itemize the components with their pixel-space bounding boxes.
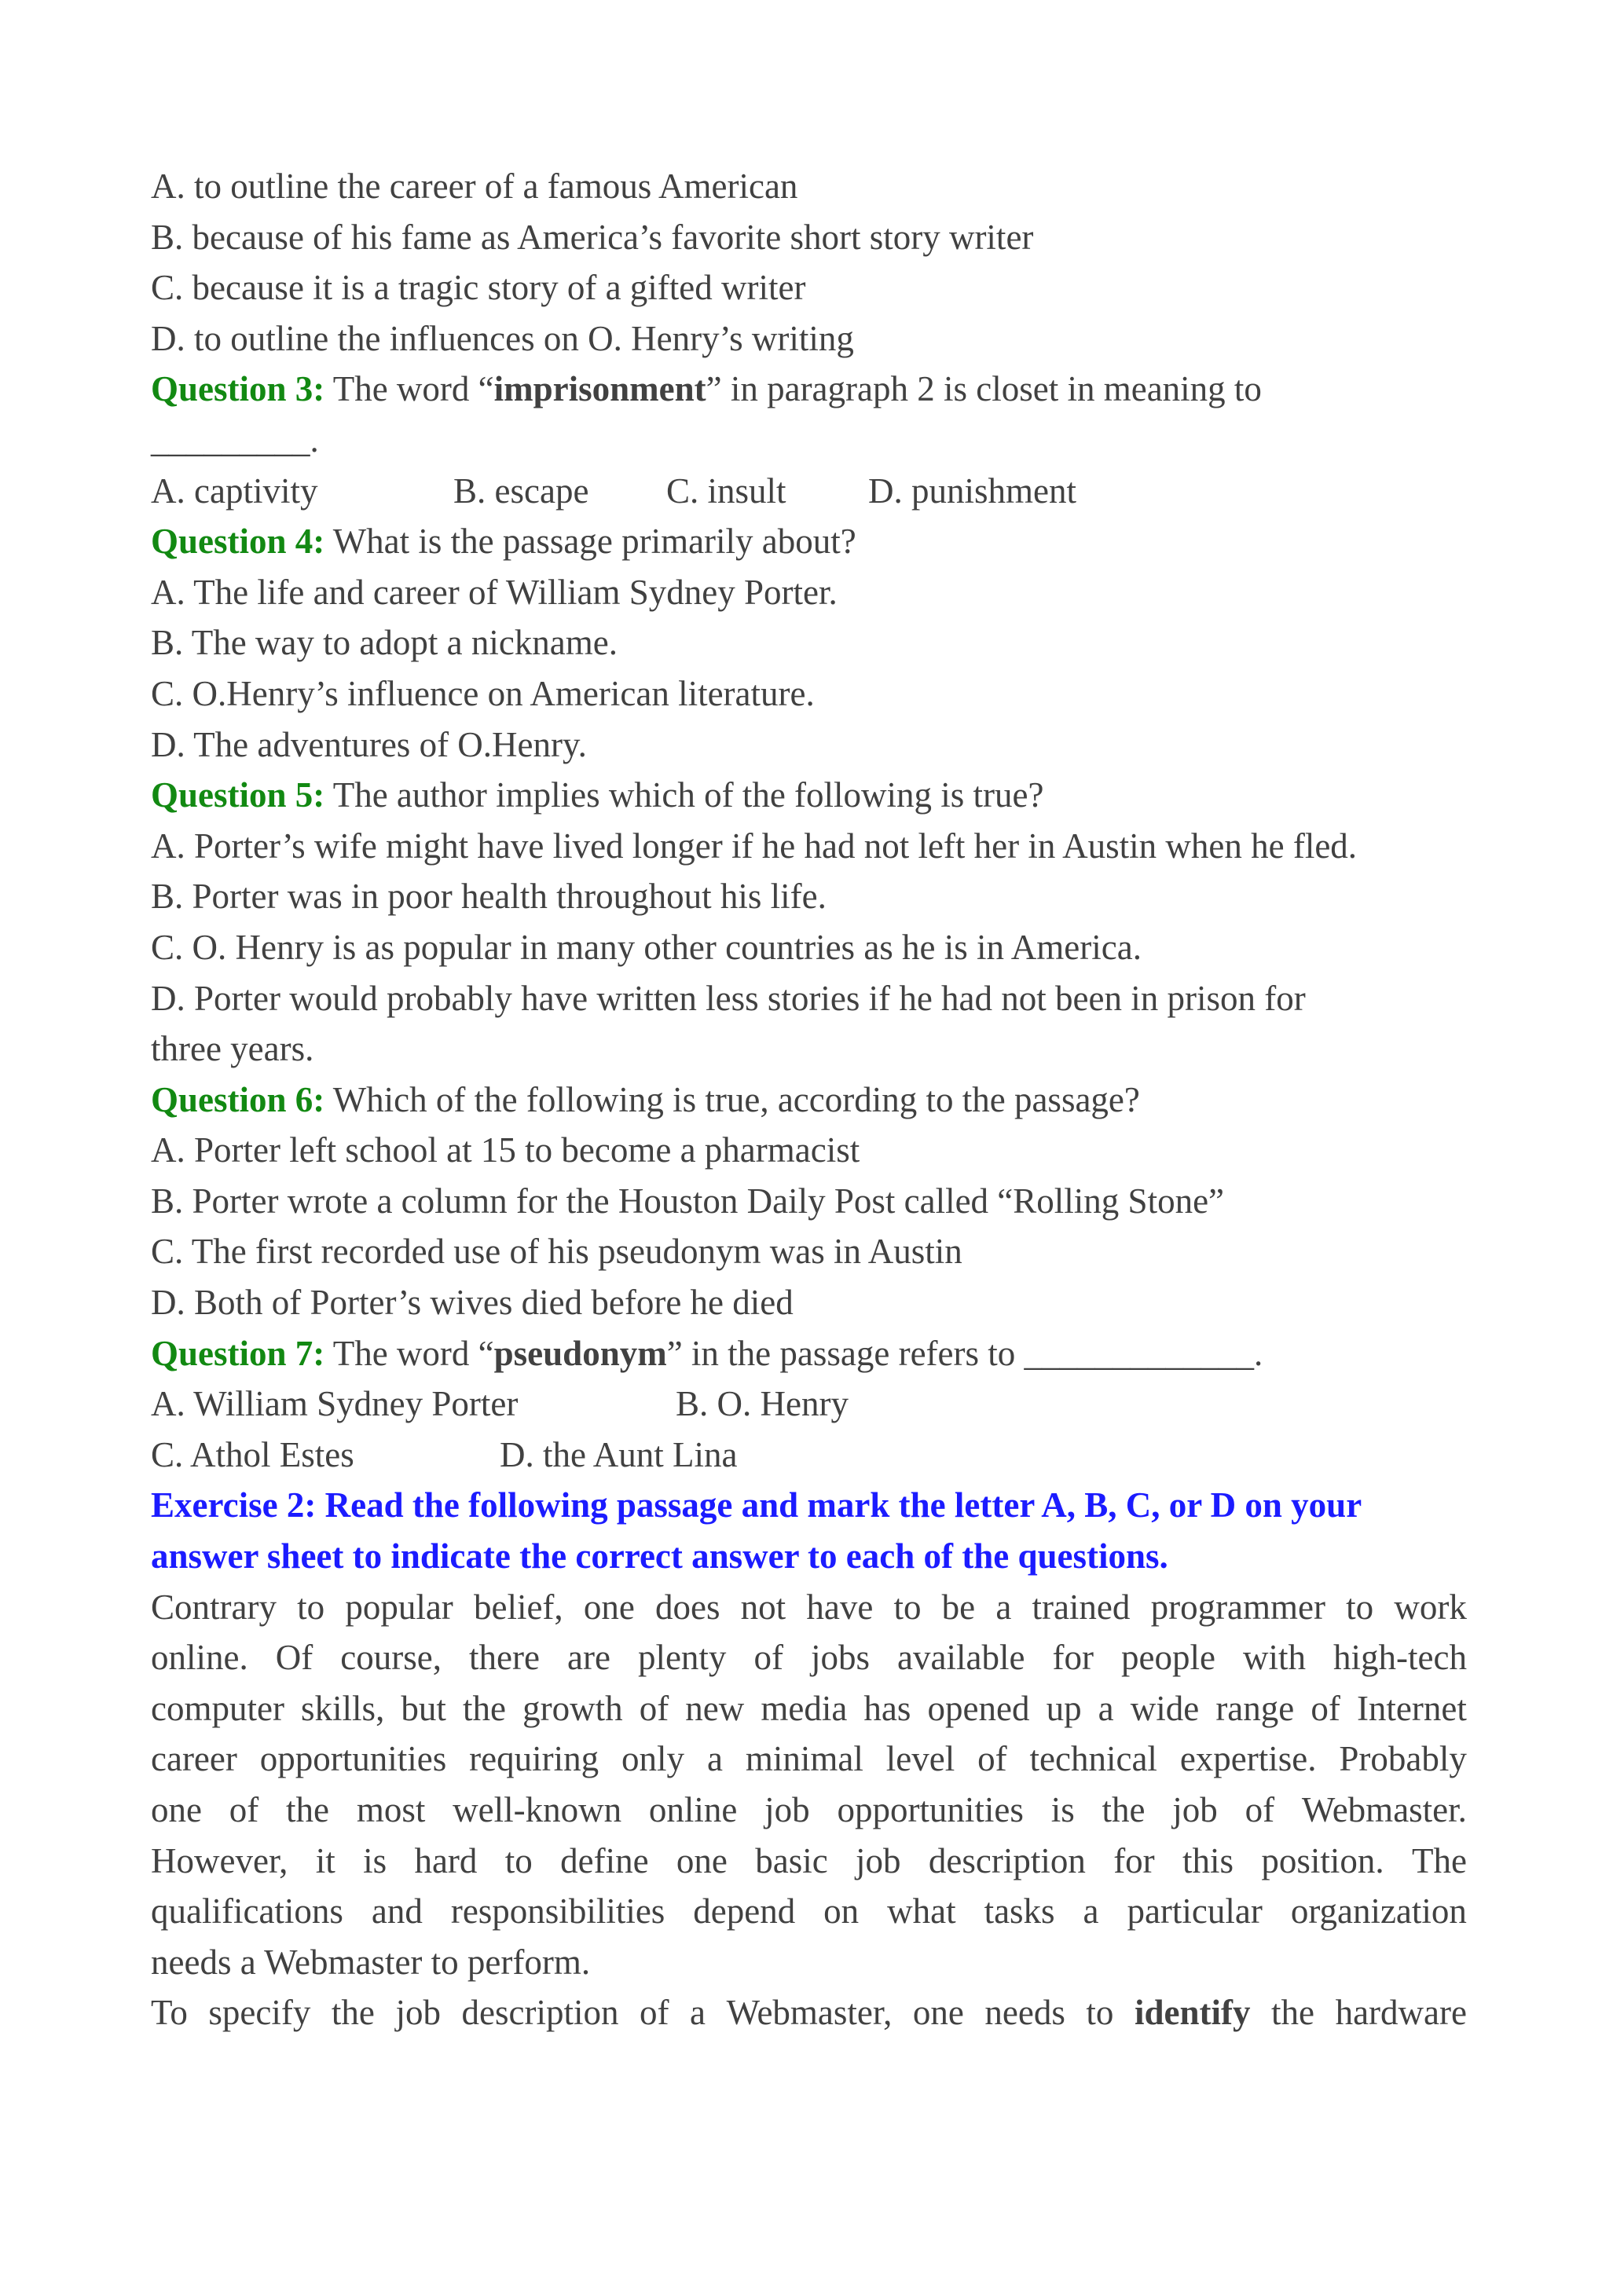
word: a <box>1083 1891 1099 1932</box>
word: one <box>151 1790 202 1829</box>
question-3-line <box>151 364 1467 415</box>
options-row <box>151 1379 1467 1430</box>
text-run: D. Porter would probably have written less stories if he had not been in prison for <box>151 978 1306 1018</box>
passage-line <box>151 1632 1467 1683</box>
word: media <box>761 1688 848 1728</box>
word: with <box>1242 1638 1306 1678</box>
exercise-2-heading <box>151 1480 1467 1531</box>
word: responsibilities <box>450 1891 665 1932</box>
bold-term: pseudonym <box>493 1333 667 1373</box>
word: job <box>1172 1790 1218 1829</box>
option-line <box>151 1226 1467 1277</box>
word: it <box>315 1840 335 1880</box>
word: one <box>583 1587 635 1627</box>
word: belief, <box>473 1587 563 1627</box>
word: tasks <box>984 1891 1055 1932</box>
text-run: A. The life and career of William Sydney Porter. <box>151 572 838 612</box>
word: wide <box>1130 1688 1200 1728</box>
word: of <box>229 1790 259 1829</box>
word: career <box>151 1739 237 1779</box>
word: only <box>621 1739 685 1779</box>
option-line <box>151 821 1467 872</box>
word: a <box>690 1993 706 2033</box>
question-label: Question 6: <box>151 1079 325 1119</box>
word: hardware <box>1335 1993 1467 2033</box>
option-line <box>151 313 1467 364</box>
text-run: B. because of his fame as America’s favorite short story writer <box>151 217 1034 257</box>
word: Webmaster, <box>726 1993 893 2033</box>
word: skills, <box>301 1688 385 1728</box>
word: Probably <box>1339 1739 1467 1779</box>
word: technical <box>1029 1739 1157 1779</box>
option-line <box>151 262 1467 313</box>
word: minimal <box>745 1739 863 1779</box>
word: computer <box>151 1688 284 1728</box>
option-line <box>151 1125 1467 1176</box>
text-run: A. captivity <box>151 471 318 511</box>
option-line <box>151 161 1467 212</box>
option-line-wrap <box>151 1023 1467 1075</box>
text-run: B. Porter wrote a column for the Houston Daily Post called “Rolling Stone” <box>151 1181 1225 1221</box>
word: the <box>1102 1790 1146 1829</box>
word: one <box>912 1993 964 2033</box>
question-label: Question 5: <box>151 775 325 815</box>
exercise-2-heading-wrap <box>151 1531 1467 1582</box>
word: of <box>1311 1688 1340 1728</box>
word: the <box>1271 1993 1315 2033</box>
word: is <box>1050 1790 1075 1829</box>
text-run: A. Porter left school at 15 to become a pharmacist <box>151 1130 860 1170</box>
word: high-tech <box>1333 1638 1467 1678</box>
word: this <box>1182 1840 1234 1880</box>
word: the <box>331 1993 375 2033</box>
word: most <box>356 1790 426 1829</box>
option-line <box>151 212 1467 263</box>
text-run: The word “ <box>324 369 494 409</box>
word: description <box>928 1840 1086 1880</box>
word: on <box>823 1891 860 1932</box>
word: have <box>806 1587 874 1627</box>
word: hard <box>414 1840 478 1880</box>
option-cell <box>453 466 588 517</box>
text-run: B. Porter was in poor health throughout his life. <box>151 877 827 917</box>
word: job <box>856 1840 901 1880</box>
word: the <box>286 1790 330 1829</box>
word: of <box>640 1993 669 2033</box>
option-line <box>151 720 1467 771</box>
text-run: B. escape <box>453 471 589 511</box>
blank-answer-line <box>151 415 1467 466</box>
text-run: D. to outline the influences on O. Henry’s writing <box>151 318 854 358</box>
word: description <box>461 1993 619 2033</box>
word: to <box>1086 1993 1114 2033</box>
text-run: D. Both of Porter’s wives died before he died <box>151 1283 794 1323</box>
question-label: Question 3: <box>151 369 325 409</box>
word: position. <box>1261 1840 1384 1880</box>
text-run: C. because it is a tragic story of a gifted writer <box>151 268 806 308</box>
option-cell <box>151 466 317 517</box>
text-run: A. to outline the career of a famous American <box>151 167 798 206</box>
word: are <box>566 1638 610 1678</box>
word: plenty <box>637 1638 727 1678</box>
word: what <box>887 1891 956 1932</box>
text-run: B. O. Henry <box>676 1384 849 1424</box>
word: up <box>1046 1688 1082 1728</box>
word: a <box>995 1587 1012 1627</box>
word: is <box>363 1840 387 1880</box>
passage-line <box>151 1683 1467 1734</box>
text-run: D. punishment <box>868 471 1076 511</box>
word: and <box>371 1891 423 1932</box>
text-run: C. insult <box>666 471 786 511</box>
text-run: D. The adventures of O.Henry. <box>151 724 587 764</box>
word: expertise. <box>1179 1739 1317 1779</box>
word: people <box>1121 1638 1215 1678</box>
text-run: D. the Aunt Lina <box>500 1434 738 1474</box>
passage-line <box>151 1734 1467 1785</box>
word: basic <box>755 1840 828 1880</box>
option-line <box>151 871 1467 922</box>
word: jobs <box>811 1638 871 1678</box>
text-run: C. O. Henry is as popular in many other countries as he is in America. <box>151 927 1142 967</box>
word: programmer <box>1150 1587 1325 1627</box>
word: the <box>463 1688 507 1728</box>
question-7-line <box>151 1328 1467 1379</box>
text-run: What is the passage primarily about? <box>324 522 856 562</box>
word: To <box>151 1993 188 2033</box>
word: a <box>706 1739 723 1779</box>
document-text-block <box>151 161 1467 2038</box>
word: of <box>977 1739 1007 1779</box>
word: available <box>897 1638 1025 1678</box>
bold-term: imprisonment <box>493 369 706 409</box>
option-line <box>151 1176 1467 1227</box>
text-run: C. O.Henry’s influence on American literature. <box>151 673 815 713</box>
word: there <box>469 1638 540 1678</box>
option-line <box>151 668 1467 720</box>
word: to <box>504 1840 533 1880</box>
word: However, <box>151 1840 288 1880</box>
word: depend <box>693 1891 796 1932</box>
text-run: needs a Webmaster to perform. <box>151 1942 591 1982</box>
text-run: C. Athol Estes <box>151 1434 354 1474</box>
text-run: C. The first recorded use of his pseudonym was in Austin <box>151 1232 962 1272</box>
option-cell <box>676 1379 849 1430</box>
word: one <box>676 1840 728 1880</box>
text-run: ” in the passage refers to _____________. <box>666 1333 1263 1373</box>
text-run: three years. <box>151 1029 314 1069</box>
option-line <box>151 617 1467 668</box>
word: well-known <box>453 1790 622 1829</box>
word: range <box>1215 1688 1295 1728</box>
word: popular <box>345 1587 453 1627</box>
word: trained <box>1032 1587 1131 1627</box>
passage-line <box>151 1836 1467 1887</box>
word: The <box>1412 1840 1467 1880</box>
option-line <box>151 973 1467 1024</box>
text-run: The author implies which of the following is true? <box>324 775 1044 815</box>
word: of <box>1245 1790 1275 1829</box>
word: online. <box>151 1638 248 1678</box>
option-cell <box>151 1379 518 1430</box>
word: level <box>885 1739 955 1779</box>
word: of <box>639 1688 669 1728</box>
text-run: ” in paragraph 2 is closet in meaning to <box>706 369 1262 409</box>
word: organization <box>1290 1891 1467 1932</box>
word: be <box>941 1587 976 1627</box>
exercise-label: answer sheet to indicate the correct answer to each of the questions. <box>151 1536 1168 1576</box>
word: Contrary <box>151 1587 277 1627</box>
text-run: The word “ <box>324 1333 494 1373</box>
word: work <box>1394 1587 1467 1627</box>
word: to <box>893 1587 922 1627</box>
text-run: B. The way to adopt a nickname. <box>151 623 618 663</box>
option-line <box>151 567 1467 618</box>
word: opportunities <box>259 1739 447 1779</box>
question-6-line <box>151 1075 1467 1126</box>
word: Internet <box>1356 1688 1467 1728</box>
bold-term: identify <box>1134 1993 1251 2033</box>
word: of <box>753 1638 783 1678</box>
word: qualifications <box>151 1891 343 1932</box>
word: opportunities <box>837 1790 1024 1829</box>
option-line <box>151 922 1467 973</box>
word: opened <box>927 1688 1030 1728</box>
passage-line <box>151 1937 1467 1988</box>
options-row <box>151 1430 1467 1481</box>
option-cell <box>151 1430 354 1481</box>
passage-line <box>151 1886 1467 1937</box>
word: growth <box>522 1688 623 1728</box>
question-label: Question 4: <box>151 522 325 562</box>
word: job <box>764 1790 810 1829</box>
word: define <box>560 1840 649 1880</box>
option-cell <box>868 466 1076 517</box>
word: job <box>395 1993 441 2033</box>
text-run: Which of the following is true, according to the passage? <box>324 1079 1140 1119</box>
word: to <box>1346 1587 1374 1627</box>
word: but <box>401 1688 446 1728</box>
passage-line <box>151 1785 1467 1836</box>
question-5-line <box>151 770 1467 821</box>
question-4-line <box>151 516 1467 567</box>
word: particular <box>1127 1891 1263 1932</box>
option-cell <box>666 466 786 517</box>
word: online <box>648 1790 738 1829</box>
word: not <box>740 1587 786 1627</box>
text-run: _________. <box>151 419 319 460</box>
word: has <box>863 1688 911 1728</box>
question-label: Question 7: <box>151 1333 325 1373</box>
word: specify <box>208 1993 311 2033</box>
word: course, <box>340 1638 442 1678</box>
options-row <box>151 466 1467 517</box>
exercise-label: Exercise 2: Read the following passage and mark the letter A, B, C, or D on your <box>151 1485 1362 1525</box>
word: Of <box>275 1638 313 1678</box>
word: new <box>685 1688 745 1728</box>
passage-line <box>151 1582 1467 1633</box>
word: does <box>654 1587 720 1627</box>
option-cell <box>500 1430 737 1481</box>
passage-line <box>151 1987 1467 2038</box>
word: a <box>1098 1688 1114 1728</box>
word: requiring <box>469 1739 599 1779</box>
word: needs <box>984 1993 1065 2033</box>
word: Webmaster. <box>1301 1790 1467 1829</box>
text-run: A. Porter’s wife might have lived longer if he had not left her in Austin when he fled. <box>151 826 1358 866</box>
word: to <box>297 1587 325 1627</box>
word: for <box>1052 1638 1094 1678</box>
option-line <box>151 1277 1467 1328</box>
text-run: A. William Sydney Porter <box>151 1384 519 1424</box>
word: for <box>1113 1840 1155 1880</box>
